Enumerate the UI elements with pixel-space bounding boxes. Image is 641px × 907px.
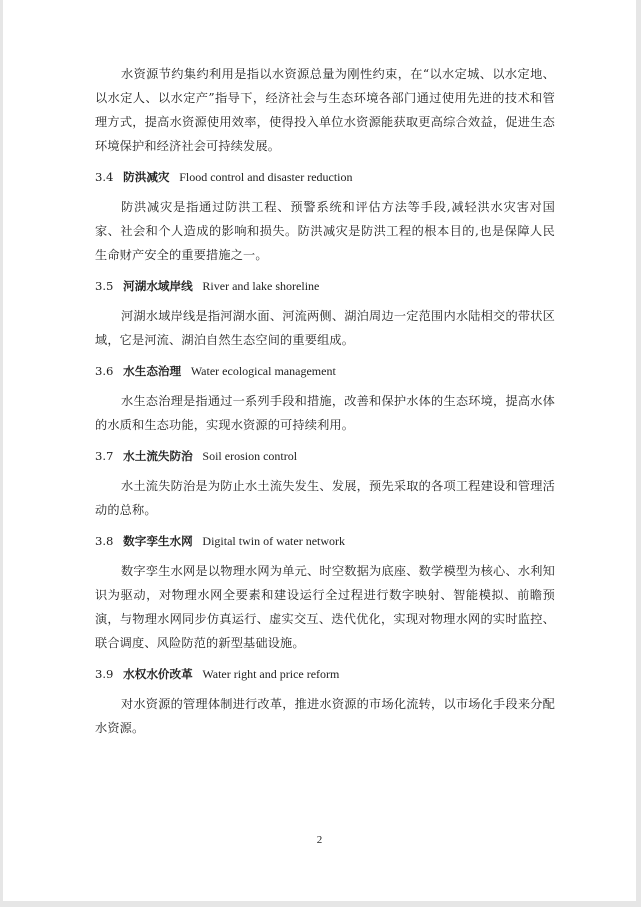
section-title-cn: 数字孪生水网 [123, 534, 193, 548]
section-3-5-body: 河湖水域岸线是指河湖水面、河流两侧、湖泊周边一定范围内水陆相交的带状区域，它是河流、湖泊自然生态空间的重要组成。 [95, 309, 555, 347]
section-number: 3.8 [95, 534, 114, 548]
section-3-9-heading [95, 662, 555, 686]
section-title-en: River and lake shoreline [202, 279, 320, 293]
section-number: 3.9 [95, 667, 114, 681]
section-3-9-body: 对水资源的管理体制进行改革，推进水资源的市场化流转，以市场化手段来分配水资源。 [95, 697, 555, 735]
page-number: 2 [316, 834, 323, 846]
section-title-en: Soil erosion control [202, 449, 298, 463]
section-title-en: Water ecological management [190, 364, 336, 378]
section-title-cn: 防洪减灾 [123, 170, 170, 184]
section-title-cn: 河湖水域岸线 [123, 279, 193, 293]
section-3-4-heading [95, 165, 555, 189]
section-number: 3.6 [95, 364, 114, 378]
section-3-4-body: 防洪减灾是指通过防洪工程、预警系统和评估方法等手段,减轻洪水灾害对国家、社会和个人造成的影响和损失。防洪减灾是防洪工程的根本目的,也是保障人民生命财产安全的重要措施之一。 [95, 200, 555, 262]
section-title-en: Flood control and disaster reduction [179, 170, 353, 184]
intro-paragraph: 水资源节约集约利用是指以水资源总量为刚性约束，在“以水定城、以水定地、以水定人、以水定产”指导下，经济社会与生态环境各部门通过使用先进的技术和管理方式，提高水资源使用效率，使得投入单位水资源能获取更高综合效益，促进生态环境保护和经济社会可持续发展。 [95, 67, 555, 153]
section-3-5-heading [95, 274, 555, 298]
section-title-cn: 水土流失防治 [123, 449, 193, 463]
section-title-cn: 水生态治理 [123, 364, 182, 378]
section-number: 3.5 [95, 279, 114, 293]
section-title-cn: 水权水价改革 [123, 667, 193, 681]
section-title-en: Digital twin of water network [202, 534, 346, 548]
section-3-8-body: 数字孪生水网是以物理水网为单元、时空数据为底座、数学模型为核心、水利知识为驱动，对物理水网全要素和建设运行全过程进行数字映射、智能模拟、前瞻预演，与物理水网同步仿真运行、虚实交互、迭代优化，实现对物理水网的实时监控、联合调度、风险防范的新型基础设施。 [95, 564, 555, 650]
section-number: 3.7 [95, 449, 114, 463]
section-3-7-heading [95, 444, 555, 468]
section-3-6-body: 水生态治理是指通过一系列手段和措施，改善和保护水体的生态环境，提高水体的水质和生态功能，实现水资源的可持续利用。 [95, 394, 555, 432]
section-3-8-heading [95, 529, 555, 553]
document-page [3, 0, 636, 901]
section-number: 3.4 [95, 170, 114, 184]
section-3-7-body: 水土流失防治是为防止水土流失发生、发展，预先采取的各项工程建设和管理活动的总称。 [95, 479, 555, 517]
section-title-en: Water right and price reform [202, 667, 340, 681]
section-3-6-heading [95, 359, 555, 383]
document-content [95, 62, 555, 740]
